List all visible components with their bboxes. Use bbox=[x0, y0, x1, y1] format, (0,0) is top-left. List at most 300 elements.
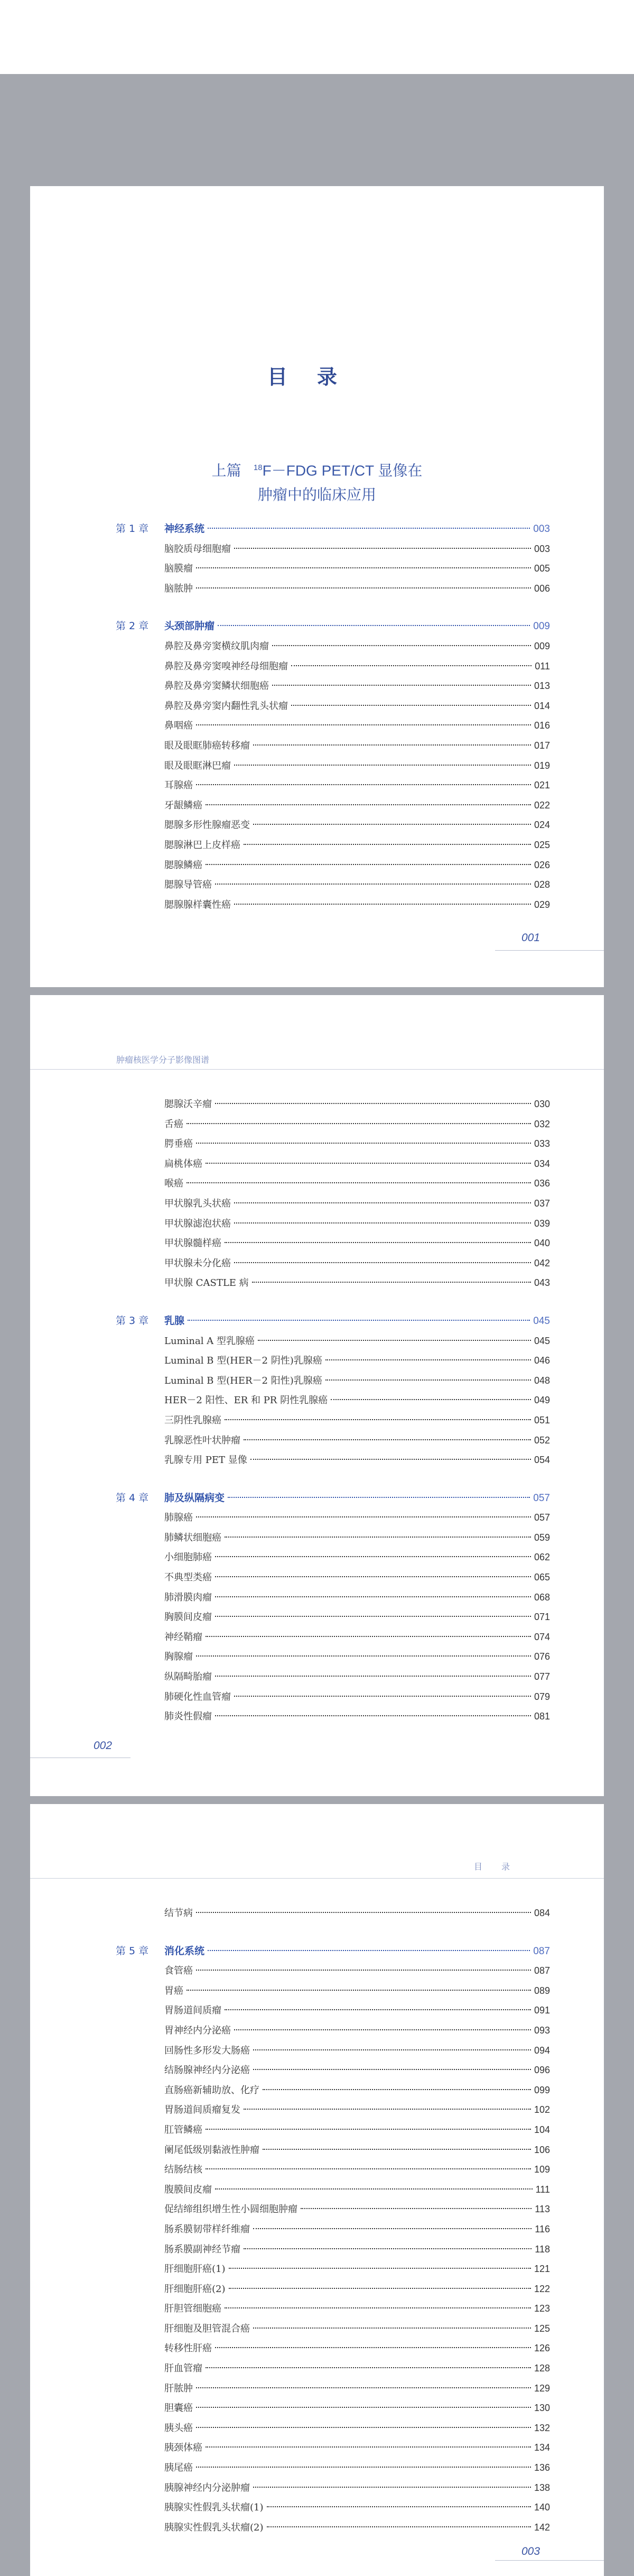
part-label: 上篇 bbox=[211, 462, 241, 479]
entry-title: 胰腺实性假乳头状瘤(1) bbox=[164, 2502, 264, 2514]
top-margin bbox=[0, 0, 634, 74]
entry-title: 胃肠道间质瘤 bbox=[164, 2005, 221, 2017]
chapter-page: 087 bbox=[533, 1945, 550, 1957]
toc-entry[interactable] bbox=[116, 2081, 550, 2101]
toc-entry[interactable] bbox=[116, 1174, 550, 1194]
entry-title: 胃癌 bbox=[164, 1985, 183, 1997]
entry-title: 扁桃体癌 bbox=[164, 1158, 202, 1170]
dot-leader bbox=[234, 2029, 531, 2030]
entry-title: 肺硬化性血管瘤 bbox=[164, 1691, 231, 1703]
entry-title: 胰头癌 bbox=[164, 2422, 193, 2434]
entry-page: 087 bbox=[534, 1965, 550, 1976]
dot-leader bbox=[225, 2307, 531, 2308]
entry-title: 结肠腺神经内分泌癌 bbox=[164, 2065, 250, 2076]
toc-entry[interactable] bbox=[116, 1371, 550, 1391]
toc-entry[interactable] bbox=[116, 2478, 550, 2498]
entry-page: 029 bbox=[534, 899, 550, 910]
toc-entry[interactable] bbox=[116, 1647, 550, 1667]
entry-title: 乳腺恶性叶状肿瘤 bbox=[164, 1434, 240, 1446]
entry-page: 019 bbox=[534, 760, 550, 771]
toc-entry[interactable] bbox=[116, 2200, 550, 2220]
dot-leader bbox=[244, 1439, 531, 1440]
dot-leader bbox=[206, 864, 531, 865]
entry-title: 甲状腺髓样癌 bbox=[164, 1238, 221, 1249]
entry-title: 鼻腔及鼻旁窦鳞状细胞癌 bbox=[164, 680, 269, 692]
entry-page: 140 bbox=[534, 2502, 550, 2513]
chapter-page: 057 bbox=[533, 1492, 550, 1504]
entry-page: 030 bbox=[534, 1099, 550, 1109]
entry-page: 079 bbox=[534, 1691, 550, 1702]
toc-list bbox=[116, 1903, 550, 2537]
entry-title: 鼻腔及鼻旁窦横纹肌肉瘤 bbox=[164, 640, 269, 652]
dot-leader bbox=[244, 844, 531, 845]
dot-leader bbox=[215, 1576, 531, 1577]
entry-title: 牙龈鳞癌 bbox=[164, 799, 202, 811]
entry-title: Luminal B 型(HER－2 阴性)乳腺癌 bbox=[164, 1355, 322, 1367]
entry-page: 014 bbox=[534, 700, 550, 711]
entry-title: Luminal A 型乳腺癌 bbox=[164, 1335, 255, 1347]
entry-page: 142 bbox=[534, 2522, 550, 2533]
entry-title: 肝血管瘤 bbox=[164, 2363, 202, 2375]
entry-page: 039 bbox=[534, 1218, 550, 1229]
dot-leader bbox=[208, 528, 530, 529]
toc-entry[interactable] bbox=[116, 2379, 550, 2399]
entry-page: 040 bbox=[534, 1238, 550, 1249]
entry-page: 037 bbox=[534, 1198, 550, 1209]
entry-page: 005 bbox=[534, 563, 550, 574]
toc-page-1 bbox=[30, 186, 604, 987]
toc-entry[interactable] bbox=[116, 2060, 550, 2081]
toc-entry[interactable] bbox=[116, 2319, 550, 2339]
toc-entry[interactable] bbox=[116, 1234, 550, 1254]
entry-page: 125 bbox=[534, 2323, 550, 2334]
entry-page: 042 bbox=[534, 1257, 550, 1268]
toc-entry[interactable] bbox=[116, 2398, 550, 2418]
entry-title: 肠系膜副神经节瘤 bbox=[164, 2243, 240, 2255]
entry-page: 054 bbox=[534, 1455, 550, 1466]
chapter-number: 第 3 章 bbox=[116, 1314, 149, 1327]
entry-page: 071 bbox=[534, 1612, 550, 1623]
toc-entry[interactable] bbox=[116, 776, 550, 796]
footer-rule bbox=[495, 950, 604, 951]
entry-page: 076 bbox=[534, 1651, 550, 1662]
toc-entry[interactable] bbox=[116, 579, 550, 599]
entry-page: 045 bbox=[534, 1335, 550, 1346]
entry-title: 腮腺腺样囊性癌 bbox=[164, 899, 231, 910]
dot-leader bbox=[234, 1222, 531, 1223]
entry-title: 神经鞘瘤 bbox=[164, 1631, 202, 1643]
entry-page: 093 bbox=[534, 2025, 550, 2036]
toc-entry[interactable] bbox=[116, 1115, 550, 1135]
chapter-page: 009 bbox=[533, 621, 550, 632]
dot-leader bbox=[228, 1497, 530, 1498]
entry-page: 122 bbox=[534, 2283, 550, 2294]
dot-leader bbox=[325, 1359, 531, 1360]
toc-entry[interactable] bbox=[116, 1331, 550, 1351]
entry-page: 116 bbox=[535, 2223, 550, 2234]
folio: 002 bbox=[94, 1740, 113, 1752]
toc-entry[interactable] bbox=[116, 2359, 550, 2379]
dot-leader bbox=[215, 1596, 531, 1597]
entry-page: 132 bbox=[534, 2422, 550, 2433]
toc-entry[interactable] bbox=[116, 1134, 550, 1154]
toc-entry[interactable] bbox=[116, 2458, 550, 2478]
chapter-page: 045 bbox=[533, 1315, 550, 1327]
entry-page: 138 bbox=[534, 2482, 550, 2493]
entry-title: 腮腺沃辛瘤 bbox=[164, 1099, 212, 1110]
entry-title: 耳腺癌 bbox=[164, 780, 193, 792]
toc-page-3 bbox=[30, 1804, 604, 2576]
dot-leader bbox=[253, 744, 531, 746]
toc-entry[interactable] bbox=[116, 2100, 550, 2120]
entry-title: 甲状腺未分化癌 bbox=[164, 1257, 231, 1269]
dot-leader bbox=[234, 548, 531, 549]
entry-page: 094 bbox=[534, 2045, 550, 2056]
entry-title: 肺滑膜肉瘤 bbox=[164, 1591, 212, 1603]
dot-leader bbox=[272, 685, 531, 686]
entry-title: 促结缔组织增生性小圆细胞肿瘤 bbox=[164, 2204, 297, 2215]
entry-page: 009 bbox=[534, 640, 550, 651]
entry-title: 眼及眼眶肺癌转移瘤 bbox=[164, 740, 250, 751]
entry-page: 016 bbox=[534, 720, 550, 731]
dot-leader bbox=[263, 2149, 531, 2150]
header-rule bbox=[30, 1878, 604, 1879]
entry-page: 077 bbox=[534, 1671, 550, 1682]
dot-leader bbox=[206, 2367, 531, 2368]
spacer bbox=[116, 1293, 550, 1311]
entry-page: 021 bbox=[534, 780, 550, 791]
toc-entry[interactable] bbox=[116, 2259, 550, 2279]
toc-entry[interactable] bbox=[116, 1528, 550, 1548]
entry-page: 057 bbox=[534, 1512, 550, 1523]
toc-entry[interactable] bbox=[116, 1450, 550, 1470]
chapter-number: 第 2 章 bbox=[116, 620, 149, 632]
entry-title: 舌癌 bbox=[164, 1118, 183, 1130]
toc-entry[interactable] bbox=[116, 1273, 550, 1293]
toc-entry[interactable] bbox=[116, 1707, 550, 1727]
toc-entry[interactable] bbox=[116, 875, 550, 895]
entry-page: 096 bbox=[534, 2065, 550, 2076]
toc-entry[interactable] bbox=[116, 2001, 550, 2021]
dot-leader bbox=[229, 2288, 531, 2289]
entry-title: 肝细胞肝癌(1) bbox=[164, 2264, 226, 2275]
toc-entry[interactable] bbox=[116, 2120, 550, 2140]
entry-title: 鼻腔及鼻旁窦内翻性乳头状瘤 bbox=[164, 700, 288, 712]
spacer bbox=[116, 1924, 550, 1942]
entry-page: 006 bbox=[534, 583, 550, 594]
entry-page: 099 bbox=[534, 2084, 550, 2095]
dot-leader bbox=[215, 1676, 531, 1677]
toc-entry[interactable] bbox=[116, 1607, 550, 1627]
toc-entry[interactable] bbox=[116, 756, 550, 776]
dot-leader bbox=[187, 1990, 531, 1991]
toc-entry[interactable] bbox=[116, 2299, 550, 2319]
toc-entry[interactable] bbox=[116, 637, 550, 657]
entry-title: 乳腺专用 PET 显像 bbox=[164, 1455, 247, 1466]
part-heading bbox=[30, 456, 604, 507]
dot-leader bbox=[196, 2387, 531, 2388]
dot-leader bbox=[225, 1242, 531, 1243]
entry-title: 脑膜瘤 bbox=[164, 563, 193, 575]
entry-title: 回肠性多形发大肠癌 bbox=[164, 2045, 250, 2056]
entry-page: 062 bbox=[534, 1552, 550, 1563]
dot-leader bbox=[187, 1123, 531, 1124]
toc-entry[interactable] bbox=[116, 2279, 550, 2299]
dot-leader bbox=[215, 1103, 531, 1104]
entry-title: 脑脓肿 bbox=[164, 583, 193, 594]
toc-entry[interactable] bbox=[116, 1431, 550, 1451]
dot-leader bbox=[196, 2427, 531, 2428]
toc-entry[interactable] bbox=[116, 716, 550, 736]
entry-page: 089 bbox=[534, 1985, 550, 1996]
entry-title: 肠系膜韧带样纤维瘤 bbox=[164, 2223, 250, 2235]
toc-entry[interactable] bbox=[116, 1588, 550, 1608]
dot-leader bbox=[291, 665, 532, 666]
dot-leader bbox=[206, 2129, 531, 2130]
entry-title: 胰颈体癌 bbox=[164, 2442, 202, 2454]
entry-title: 直肠癌新辅助放、化疗 bbox=[164, 2084, 259, 2096]
dot-leader bbox=[196, 1143, 531, 1144]
dot-leader bbox=[272, 645, 531, 646]
entry-page: 118 bbox=[535, 2243, 550, 2255]
entry-title: 肝细胞及胆管混合癌 bbox=[164, 2323, 250, 2334]
entry-title: 甲状腺滤泡状癌 bbox=[164, 1218, 231, 1229]
entry-page: 048 bbox=[534, 1375, 550, 1386]
dot-leader bbox=[218, 625, 530, 626]
toc-entry[interactable] bbox=[116, 1094, 550, 1115]
toc-entry[interactable] bbox=[116, 815, 550, 835]
running-head: 肿瘤核医学分子影像图谱 bbox=[116, 1055, 210, 1065]
toc-entry[interactable] bbox=[116, 1627, 550, 1648]
toc-entry[interactable] bbox=[116, 1981, 550, 2001]
entry-title: 不典型类癌 bbox=[164, 1572, 212, 1584]
dot-leader bbox=[253, 2049, 531, 2050]
chapter-title: 肺及纵隔病变 bbox=[164, 1492, 225, 1504]
toc-entry[interactable] bbox=[116, 2140, 550, 2160]
entry-title: 腮腺鳞癌 bbox=[164, 859, 202, 871]
entry-page: 104 bbox=[534, 2124, 550, 2135]
dot-leader bbox=[234, 1262, 531, 1263]
running-head: 目 录 bbox=[474, 1862, 516, 1872]
dot-leader bbox=[196, 1970, 531, 1971]
toc-entry[interactable] bbox=[116, 1508, 550, 1528]
entry-title: 胰腺实性假乳头状瘤(2) bbox=[164, 2522, 264, 2533]
dot-leader bbox=[196, 567, 531, 568]
entry-page: 065 bbox=[534, 1572, 550, 1583]
entry-title: 甲状腺乳头状癌 bbox=[164, 1198, 231, 1209]
dot-leader bbox=[234, 1202, 531, 1203]
entry-page: 128 bbox=[534, 2363, 550, 2374]
dot-leader bbox=[263, 2089, 531, 2090]
toc-entry[interactable] bbox=[116, 1194, 550, 1214]
dot-leader bbox=[253, 2327, 531, 2329]
entry-page: 051 bbox=[534, 1414, 550, 1425]
entry-title: 肺炎性假瘤 bbox=[164, 1711, 212, 1723]
dot-leader bbox=[196, 1655, 531, 1657]
entry-page: 059 bbox=[534, 1532, 550, 1543]
toc-entry[interactable] bbox=[116, 796, 550, 816]
dot-leader bbox=[206, 1163, 531, 1164]
toc-entry[interactable] bbox=[116, 1214, 550, 1234]
entry-title: HER－2 阳性、ER 和 PR 阴性乳腺癌 bbox=[164, 1395, 328, 1406]
toc-entry[interactable] bbox=[116, 855, 550, 876]
dot-leader bbox=[206, 804, 531, 805]
dot-leader bbox=[234, 765, 531, 766]
toc-entry[interactable] bbox=[116, 1687, 550, 1707]
chapter-number: 第 5 章 bbox=[116, 1945, 149, 1957]
toc-entry[interactable] bbox=[116, 1903, 550, 1924]
entry-title: 胸膜间皮瘤 bbox=[164, 1612, 212, 1623]
toc-list bbox=[116, 1094, 550, 1727]
entry-page: 081 bbox=[534, 1711, 550, 1722]
entry-title: 结肠结核 bbox=[164, 2164, 202, 2176]
dot-leader bbox=[225, 2009, 531, 2010]
dot-leader bbox=[325, 1379, 531, 1381]
entry-title: 肝胆管细胞癌 bbox=[164, 2303, 221, 2315]
entry-page: 130 bbox=[534, 2403, 550, 2414]
toc-entry[interactable] bbox=[116, 1411, 550, 1431]
toc-entry[interactable] bbox=[116, 2339, 550, 2359]
entry-title: 腮腺多形性腺瘤恶变 bbox=[164, 820, 250, 831]
entry-title: 胆囊癌 bbox=[164, 2403, 193, 2414]
chapter-row[interactable] bbox=[116, 1942, 550, 1962]
entry-title: 三阴性乳腺癌 bbox=[164, 1414, 221, 1426]
dot-leader bbox=[234, 1696, 531, 1697]
entry-title: 胰尾癌 bbox=[164, 2462, 193, 2474]
toc-entry[interactable] bbox=[116, 1548, 550, 1568]
entry-title: 喉癌 bbox=[164, 1178, 183, 1190]
toc-entry[interactable] bbox=[116, 559, 550, 579]
entry-page: 024 bbox=[534, 820, 550, 831]
entry-page: 034 bbox=[534, 1158, 550, 1169]
entry-page: 043 bbox=[534, 1277, 550, 1289]
toc-list bbox=[116, 519, 550, 915]
entry-page: 013 bbox=[534, 680, 550, 692]
dot-leader bbox=[206, 2446, 531, 2448]
toc-entry[interactable] bbox=[116, 2518, 550, 2538]
toc-entry[interactable] bbox=[116, 2180, 550, 2200]
dot-leader bbox=[196, 724, 531, 725]
isotope-superscript: 18 bbox=[253, 463, 263, 472]
toc-entry[interactable] bbox=[116, 1568, 550, 1588]
entry-title: 脑胶质母细胞瘤 bbox=[164, 543, 231, 555]
toc-entry[interactable] bbox=[116, 2240, 550, 2260]
entry-page: 028 bbox=[534, 879, 550, 890]
entry-title: Luminal B 型(HER－2 阳性)乳腺癌 bbox=[164, 1375, 322, 1386]
toc-entry[interactable] bbox=[116, 2498, 550, 2518]
dot-leader bbox=[208, 1950, 530, 1951]
header-rule bbox=[30, 1069, 604, 1070]
dot-leader bbox=[225, 1537, 531, 1538]
entry-page: 111 bbox=[535, 2184, 550, 2195]
entry-title: 腮腺导管癌 bbox=[164, 879, 212, 891]
entry-page: 121 bbox=[534, 2264, 550, 2275]
toc-entry[interactable] bbox=[116, 657, 550, 677]
entry-page: 022 bbox=[534, 799, 550, 811]
dot-leader bbox=[215, 1556, 531, 1557]
chapter-page: 003 bbox=[533, 523, 550, 535]
entry-page: 134 bbox=[534, 2442, 550, 2453]
chapter-row[interactable] bbox=[116, 617, 550, 637]
chapter-row[interactable] bbox=[116, 519, 550, 539]
toc-entry[interactable] bbox=[116, 539, 550, 559]
toc-entry[interactable] bbox=[116, 2418, 550, 2439]
dot-leader bbox=[253, 2228, 532, 2229]
dot-leader bbox=[258, 1340, 531, 1341]
chapter-row[interactable] bbox=[116, 1488, 550, 1508]
entry-page: 074 bbox=[534, 1631, 550, 1642]
entry-title: 转移性肝癌 bbox=[164, 2343, 212, 2354]
entry-title: 腭垂癌 bbox=[164, 1138, 193, 1150]
toc-entry[interactable] bbox=[116, 2041, 550, 2061]
dot-leader bbox=[331, 1399, 531, 1400]
entry-page: 113 bbox=[535, 2204, 550, 2215]
dot-leader bbox=[225, 1419, 531, 1420]
entry-title: 小细胞肺癌 bbox=[164, 1552, 212, 1563]
dot-leader bbox=[206, 1636, 531, 1637]
toc-entry[interactable] bbox=[116, 1254, 550, 1274]
chapter-row[interactable] bbox=[116, 1311, 550, 1331]
entry-page: 026 bbox=[534, 859, 550, 870]
toc-entry[interactable] bbox=[116, 895, 550, 915]
toc-entry[interactable] bbox=[116, 676, 550, 696]
entry-title: 肝脓肿 bbox=[164, 2382, 193, 2394]
toc-entry[interactable] bbox=[116, 1961, 550, 1981]
entry-page: 003 bbox=[534, 543, 550, 554]
toc-entry[interactable] bbox=[116, 835, 550, 855]
chapter-title: 乳腺 bbox=[164, 1314, 185, 1327]
entry-page: 136 bbox=[534, 2462, 550, 2473]
dot-leader bbox=[267, 2526, 531, 2527]
entry-page: 049 bbox=[534, 1395, 550, 1406]
dot-leader bbox=[196, 1516, 531, 1517]
entry-title: 鼻咽癌 bbox=[164, 720, 193, 732]
dot-leader bbox=[215, 884, 531, 885]
toc-entry[interactable] bbox=[116, 1391, 550, 1411]
entry-page: 032 bbox=[534, 1118, 550, 1129]
toc-entry[interactable] bbox=[116, 1154, 550, 1174]
entry-page: 068 bbox=[534, 1591, 550, 1603]
toc-entry[interactable] bbox=[116, 736, 550, 756]
dot-leader bbox=[215, 1715, 531, 1716]
dot-leader bbox=[250, 1459, 531, 1460]
toc-entry[interactable] bbox=[116, 696, 550, 716]
chapter-number: 第 4 章 bbox=[116, 1492, 149, 1504]
entry-page: 091 bbox=[534, 2005, 550, 2016]
toc-entry[interactable] bbox=[116, 2220, 550, 2240]
entry-title: 结节病 bbox=[164, 1908, 193, 1919]
dot-leader bbox=[252, 1282, 531, 1283]
toc-entry[interactable] bbox=[116, 1351, 550, 1371]
entry-page: 017 bbox=[534, 740, 550, 751]
part-title-rest: F－FDG PET/CT 显像在 bbox=[262, 462, 423, 479]
toc-entry[interactable] bbox=[116, 2160, 550, 2180]
dot-leader bbox=[215, 1616, 531, 1617]
dot-leader bbox=[253, 824, 531, 825]
toc-entry[interactable] bbox=[116, 1667, 550, 1687]
entry-title: 肛管鳞癌 bbox=[164, 2124, 202, 2136]
toc-entry[interactable] bbox=[116, 2438, 550, 2458]
dot-leader bbox=[196, 1912, 531, 1913]
dot-leader bbox=[244, 2248, 532, 2249]
folio: 003 bbox=[521, 2545, 540, 2557]
page-title: 目录 bbox=[267, 365, 367, 389]
dot-leader bbox=[267, 2506, 531, 2507]
entry-page: 123 bbox=[534, 2303, 550, 2314]
dot-leader bbox=[188, 1320, 530, 1321]
toc-entry[interactable] bbox=[116, 2021, 550, 2041]
entry-page: 033 bbox=[534, 1138, 550, 1149]
